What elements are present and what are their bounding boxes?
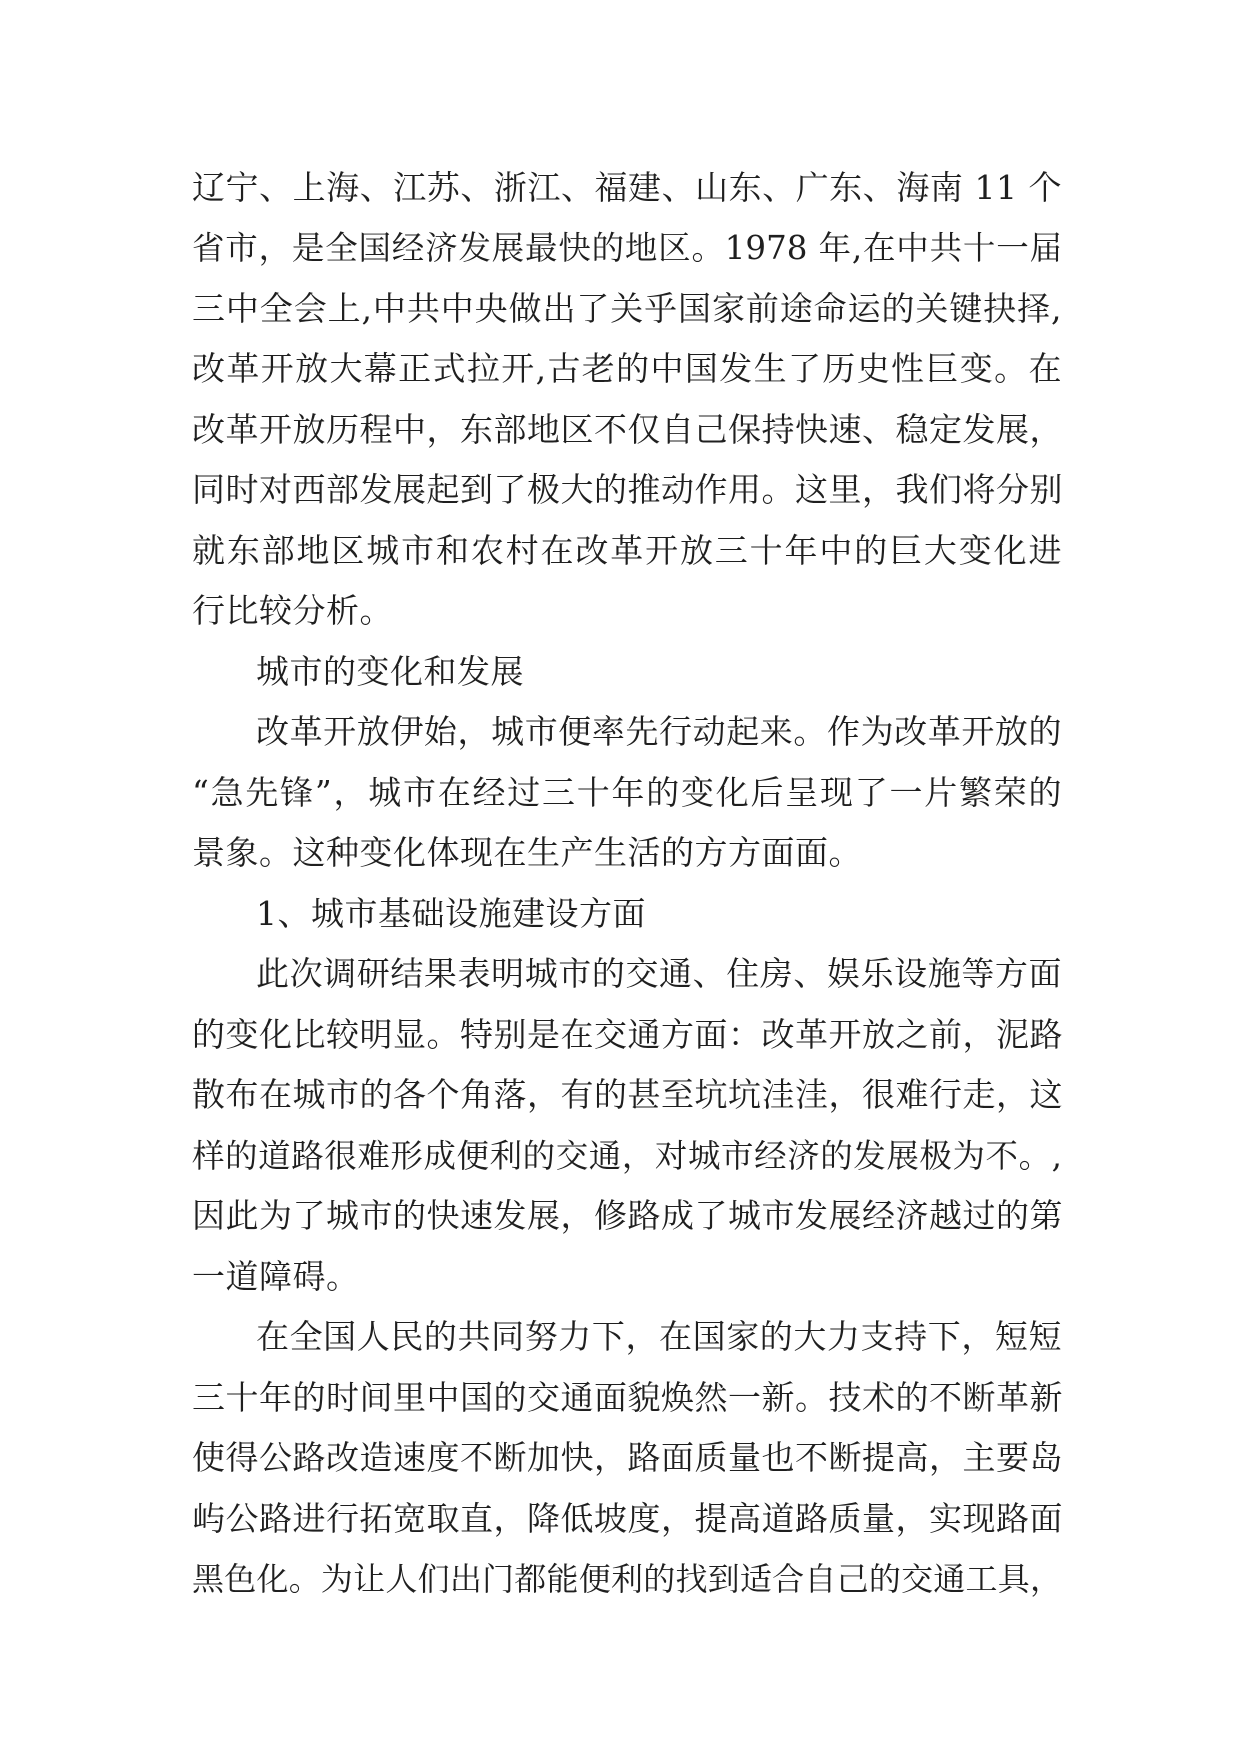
text-line: 此次调研结果表明城市的交通、住房、娱乐设施等方面: [256, 954, 1062, 993]
text-line: 景象。这种变化体现在生产生活的方方面面。: [192, 833, 862, 872]
text-line: 改革开放大幕正式拉开,古老的中国发生了历史性巨变。在: [192, 349, 1062, 388]
text-line: 省市，是全国经济发展最快的地区。1978 年,在中共十一届: [192, 229, 1062, 267]
text-line: 因此为了城市的快速发展，修路成了城市发展经济越过的第: [192, 1196, 1063, 1235]
subsection-heading: 1、城市基础设施建设方面: [256, 894, 646, 933]
text-line: 三十年的时间里中国的交通面貌焕然一新。技术的不断革新: [192, 1378, 1063, 1417]
text-line: 使得公路改造速度不断加快，路面质量也不断提高，主要岛: [192, 1438, 1063, 1477]
text-line: 散布在城市的各个角落，有的甚至坑坑洼洼，很难行走，这: [192, 1075, 1063, 1114]
text-line: 改革开放历程中，东部地区不仅自己保持快速、稳定发展，: [192, 410, 1063, 449]
text-line: 辽宁、上海、江苏、浙江、福建、山东、广东、海南 11 个: [192, 168, 1062, 207]
text-line: “急先锋”，城市在经过三十年的变化后呈现了一片繁荣的: [192, 773, 1062, 812]
text-line: 就东部地区城市和农村在改革开放三十年中的巨大变化进: [192, 531, 1062, 570]
text-line: 屿公路进行拓宽取直，降低坡度，提高道路质量，实现路面: [192, 1499, 1063, 1538]
text-line: 黑色化。为让人们出门都能便利的找到适合自己的交通工具，: [192, 1560, 1062, 1598]
section-heading: 城市的变化和发展: [256, 652, 524, 691]
text-line: 同时对西部发展起到了极大的推动作用。这里，我们将分别: [192, 470, 1063, 509]
text-line: 行比较分析。: [192, 591, 393, 630]
text-line: 一道障碍。: [192, 1257, 360, 1296]
text-line: 三中全会上,中共中央做出了关乎国家前途命运的关键抉择,: [192, 289, 1062, 328]
text-line: 改革开放伊始，城市便率先行动起来。作为改革开放的: [256, 712, 1062, 751]
text-line: 样的道路很难形成便利的交通，对城市经济的发展极为不。,: [192, 1137, 1062, 1175]
text-line: 的变化比较明显。特别是在交通方面：改革开放之前，泥路: [192, 1015, 1063, 1054]
text-line: 在全国人民的共同努力下，在国家的大力支持下，短短: [256, 1317, 1062, 1356]
